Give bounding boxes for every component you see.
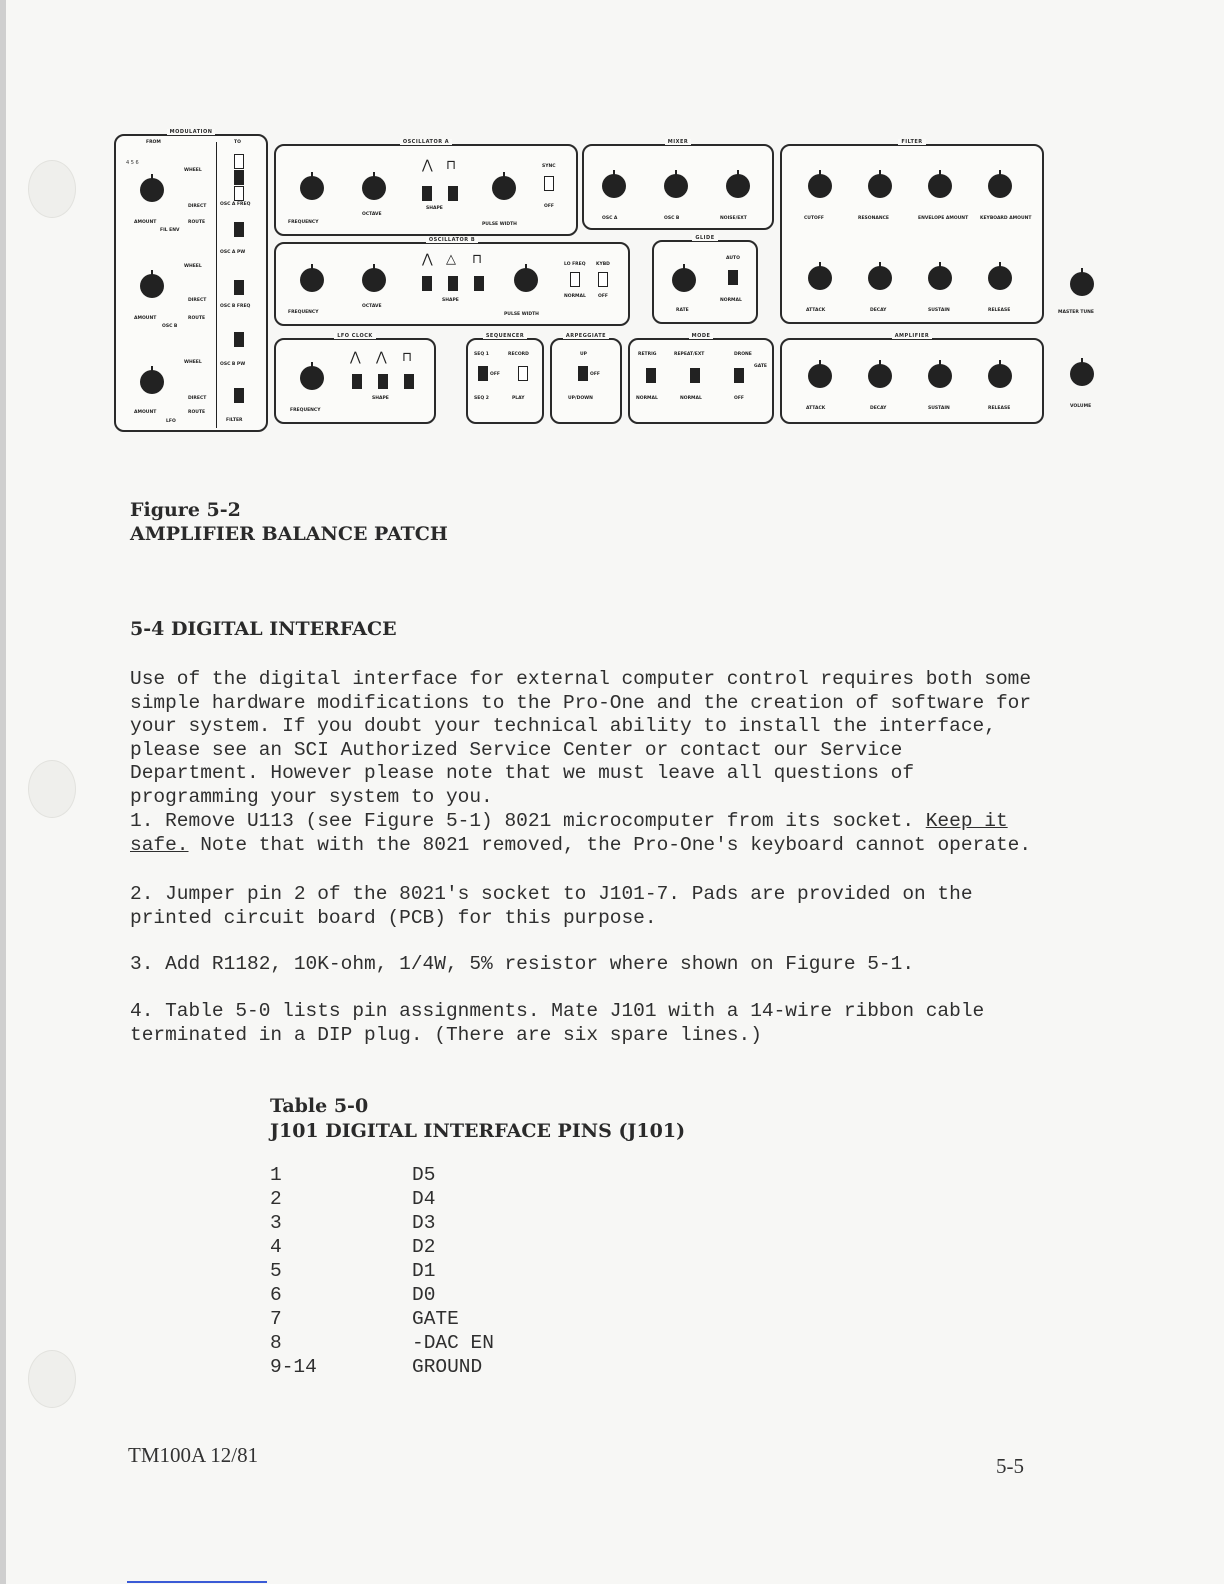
- mode-title: MODE: [630, 333, 772, 339]
- osc-b-amount-knob: [140, 274, 164, 298]
- figure-title: AMPLIFIER BALANCE PATCH: [130, 523, 448, 545]
- saw-switch: [352, 374, 362, 389]
- fil-env-amount-knob: [140, 178, 164, 202]
- amp-release-knob: [988, 364, 1012, 388]
- punch-hole: [28, 760, 76, 818]
- amount-label: AMOUNT: [134, 410, 157, 415]
- filter-title: FILTER: [782, 139, 1042, 145]
- pin-number: 1: [270, 1164, 282, 1186]
- sustain-label: SUSTAIN: [928, 406, 950, 411]
- figure-caption: [130, 498, 448, 546]
- amp-sustain-knob: [928, 364, 952, 388]
- gate-label: GATE: [754, 364, 767, 369]
- amplifier-title: AMPLIFIER: [782, 333, 1042, 339]
- pin-number: 7: [270, 1308, 282, 1330]
- route-label: ROUTE: [188, 410, 206, 415]
- saw-switch: [422, 186, 432, 201]
- knob-scale: 4 5 6: [126, 160, 139, 166]
- lfo-frequency-knob: [300, 366, 324, 390]
- normal-label: NORMAL: [720, 298, 742, 303]
- step-2: 2. Jumper pin 2 of the 8021's socket to J101-7. Pads are provided on the printed circuit board (PCB) for this purpose.: [130, 883, 973, 929]
- pin-number: 4: [270, 1236, 282, 1258]
- filter-sustain-knob: [928, 266, 952, 290]
- filter-attack-knob: [808, 266, 832, 290]
- pin-signal: D4: [412, 1188, 436, 1210]
- pin-signal: D2: [412, 1236, 436, 1258]
- cutoff-label: CUTOFF: [804, 216, 824, 221]
- record-label: RECORD: [508, 352, 529, 357]
- glide-title: GLIDE: [654, 235, 756, 241]
- sync-switch: [544, 176, 554, 191]
- retrig-switch: [646, 368, 656, 383]
- pin-number: 6: [270, 1284, 282, 1306]
- glide-rate-knob: [672, 268, 696, 292]
- cutoff-knob: [808, 174, 832, 198]
- osc-a-label: OSC A: [602, 216, 618, 221]
- off-switch: [234, 388, 244, 403]
- lo-freq-switch: [570, 272, 580, 287]
- osc-b-freq-label: OSC B FREQ: [220, 304, 251, 309]
- repeat-ext-label: REPEAT/EXT: [674, 352, 705, 357]
- kybd-switch: [598, 272, 608, 287]
- oscillator-b-section: [274, 237, 630, 326]
- amount-label: AMOUNT: [134, 316, 157, 321]
- amount-label: AMOUNT: [134, 220, 157, 225]
- drone-label: DRONE: [734, 352, 752, 357]
- updown-label: UP/DOWN: [568, 396, 593, 401]
- wheel-label: WHEEL: [184, 360, 202, 365]
- pulse-wave-icon: ⊓: [402, 350, 413, 365]
- envelope-amount-label: ENVELOPE AMOUNT: [918, 216, 969, 221]
- step-1-note: Note that with the 8021 removed, the Pro-One's keyboard cannot operate.: [188, 833, 1032, 856]
- lfo-section: [274, 333, 436, 424]
- document-id: TM100A 12/81: [128, 1443, 259, 1467]
- glide-auto-switch: [728, 270, 738, 285]
- arpeggiate-switch: [578, 366, 588, 381]
- up-label: UP: [580, 352, 587, 357]
- osc-b-pulse-width-knob: [514, 268, 538, 292]
- noise-level-knob: [726, 174, 750, 198]
- scan-edge: [0, 0, 6, 1584]
- osc-b-octave-knob: [362, 268, 386, 292]
- sequencer-title: SEQUENCER: [468, 333, 542, 339]
- pulse-width-label: PULSE WIDTH: [504, 312, 539, 317]
- osc-a-pw-label: OSC A PW: [220, 250, 246, 255]
- attack-label: ATTACK: [806, 406, 826, 411]
- off-label: OFF: [598, 294, 608, 299]
- pin-signal: D5: [412, 1164, 436, 1186]
- frequency-label: FREQUENCY: [288, 310, 319, 315]
- pulse-wave-icon: ⊓: [472, 252, 483, 267]
- normal-label: NORMAL: [636, 396, 658, 401]
- table-caption: [270, 1094, 685, 1144]
- off-label: OFF: [734, 396, 744, 401]
- shape-label: SHAPE: [372, 396, 389, 401]
- off-switch: [234, 280, 244, 295]
- volume-label: VOLUME: [1070, 404, 1092, 409]
- from-label: FROM: [146, 140, 161, 145]
- amplifier-balance-patch-diagram: [114, 129, 1110, 434]
- sawtooth-wave-icon: ⋀: [350, 350, 361, 365]
- table-number: Table 5-0: [270, 1095, 369, 1117]
- modulation-divider: [216, 142, 217, 428]
- pulse-width-label: PULSE WIDTH: [482, 222, 517, 227]
- section-heading: 5-4 DIGITAL INTERFACE: [130, 618, 397, 640]
- master-tune-label: MASTER TUNE: [1058, 310, 1094, 315]
- oscillator-b-title: OSCILLATOR B: [276, 237, 628, 243]
- wheel-label: WHEEL: [184, 264, 202, 269]
- osc-a-level-knob: [602, 174, 626, 198]
- amp-attack-knob: [808, 364, 832, 388]
- oscillator-a-title: OSCILLATOR A: [276, 139, 576, 145]
- triangle-switch: [378, 374, 388, 389]
- envelope-amount-knob: [928, 174, 952, 198]
- resonance-label: RESONANCE: [858, 216, 889, 221]
- resonance-knob: [868, 174, 892, 198]
- sequencer-section: [466, 333, 544, 424]
- pulse-switch: [404, 374, 414, 389]
- pin-signal: GATE: [412, 1308, 459, 1330]
- pin-number: 2: [270, 1188, 282, 1210]
- keyboard-amount-label: KEYBOARD AMOUNT: [980, 216, 1032, 221]
- off-switch: [234, 332, 244, 347]
- keyboard-amount-knob: [988, 174, 1012, 198]
- keep-it-safe: Keep it safe.: [130, 810, 1008, 856]
- osc-a-freq-label: OSC A FREQ: [220, 202, 251, 207]
- seq2-label: SEQ 2: [474, 396, 489, 401]
- pin-number: 8: [270, 1332, 282, 1354]
- pin-signal: D3: [412, 1212, 436, 1234]
- retrig-label: RETRIG: [638, 352, 657, 357]
- off-label: OFF: [490, 372, 500, 377]
- page-number: 5-5: [996, 1454, 1024, 1478]
- amp-decay-knob: [868, 364, 892, 388]
- pulse-switch: [448, 186, 458, 201]
- octave-label: OCTAVE: [362, 304, 382, 309]
- step-1: [130, 810, 1033, 857]
- fil-env-label: FIL ENV: [160, 228, 180, 233]
- arpeggiate-title: ARPEGGIATE: [552, 333, 620, 339]
- osc-b-level-knob: [664, 174, 688, 198]
- release-label: RELEASE: [988, 308, 1011, 313]
- volume-knob: [1070, 362, 1094, 386]
- seq1-label: SEQ 1: [474, 352, 489, 357]
- rate-label: RATE: [676, 308, 689, 313]
- direct-label: DIRECT: [188, 298, 207, 303]
- dir-switch: [234, 186, 244, 201]
- master-tune-knob: [1070, 272, 1094, 296]
- shape-label: SHAPE: [442, 298, 459, 303]
- shape-label: SHAPE: [426, 206, 443, 211]
- pulse-switch: [474, 276, 484, 291]
- pulse-wave-icon: ⊓: [446, 158, 457, 173]
- step-3: 3. Add R1182, 10K-ohm, 1/4W, 5% resistor where shown on Figure 5-1.: [130, 953, 915, 975]
- off-switch: [234, 222, 244, 237]
- normal-label: NORMAL: [564, 294, 586, 299]
- sync-label: SYNC: [542, 164, 556, 169]
- osc-b-label: OSC B: [162, 324, 178, 329]
- osc-b-label: OSC B: [664, 216, 680, 221]
- pin-signal: D0: [412, 1284, 436, 1306]
- modulation-title: MODULATION: [116, 129, 266, 135]
- route-label: ROUTE: [188, 316, 206, 321]
- pin-number: 5: [270, 1260, 282, 1282]
- frequency-label: FREQUENCY: [288, 220, 319, 225]
- filter-section: [780, 139, 1044, 324]
- off-switch: [234, 170, 244, 185]
- lfo-label: LFO: [166, 419, 176, 424]
- sawtooth-wave-icon: ⋀: [422, 252, 433, 267]
- off-label: OFF: [590, 372, 600, 377]
- octave-label: OCTAVE: [362, 212, 382, 217]
- pin-number: 9-14: [270, 1356, 317, 1378]
- route-label: ROUTE: [188, 220, 206, 225]
- punch-hole: [28, 160, 76, 218]
- pin-signal: -DAC EN: [412, 1332, 494, 1354]
- play-label: PLAY: [512, 396, 525, 401]
- osc-a-octave-knob: [362, 176, 386, 200]
- decay-label: DECAY: [870, 308, 887, 313]
- step-4: 4. Table 5-0 lists pin assignments. Mate J101 with a 14-wire ribbon cable terminated in a DIP plug. (There are six spare lines.): [130, 1000, 985, 1046]
- pin-number: 3: [270, 1212, 282, 1234]
- mixer-title: MIXER: [584, 139, 772, 145]
- kybd-label: KYBD: [596, 262, 610, 267]
- bottom-link-line: [127, 1581, 267, 1583]
- saw-switch: [422, 276, 432, 291]
- pin-signal: GROUND: [412, 1356, 483, 1378]
- sustain-label: SUSTAIN: [928, 308, 950, 313]
- mode-section: [628, 333, 774, 424]
- lo-freq-label: LO FREQ: [564, 262, 586, 267]
- table-title: J101 DIGITAL INTERFACE PINS (J101): [270, 1120, 686, 1142]
- frequency-label: FREQUENCY: [290, 408, 321, 413]
- lfo-title: LFO CLOCK: [276, 333, 434, 339]
- sawtooth-wave-icon: ⋀: [422, 158, 433, 173]
- direct-label: DIRECT: [188, 204, 207, 209]
- filter-label: FILTER: [226, 418, 243, 423]
- noise-ext-label: NOISE/EXT: [720, 216, 747, 221]
- amplifier-section: [780, 333, 1044, 424]
- mixer-section: [582, 139, 774, 230]
- direct-label: DIRECT: [188, 396, 207, 401]
- intro-paragraph: Use of the digital interface for external computer control requires both some simple hardware modifications to the Pro-One and the creation of software for your system. If you doubt your technical ability to install the interface, please see an SCI Authorized Service Center or contact our Service Department. However please note that we must leave all questions of programming your system to you.: [130, 668, 1032, 808]
- osc-b-frequency-knob: [300, 268, 324, 292]
- figure-label: Figure 5-2: [130, 499, 241, 521]
- filter-release-knob: [988, 266, 1012, 290]
- triangle-wave-icon: △: [446, 252, 456, 267]
- osc-b-pw-label: OSC B PW: [220, 362, 246, 367]
- modulation-section: [114, 129, 268, 432]
- decay-label: DECAY: [870, 406, 887, 411]
- off-label: OFF: [544, 204, 554, 209]
- triangle-switch: [448, 276, 458, 291]
- repeat-switch: [690, 368, 700, 383]
- release-label: RELEASE: [988, 406, 1011, 411]
- lfo-amount-knob: [140, 370, 164, 394]
- drone-switch: [734, 368, 744, 383]
- osc-a-pulse-width-knob: [492, 176, 516, 200]
- filter-decay-knob: [868, 266, 892, 290]
- step-1-text: 1. Remove U113 (see Figure 5-1) 8021 microcomputer from its socket.: [130, 810, 926, 832]
- oscillator-a-section: [274, 139, 578, 236]
- wheel-switch: [234, 154, 244, 169]
- triangle-wave-icon: ⋀: [376, 350, 387, 365]
- to-label: TO: [234, 140, 241, 145]
- pin-signal: D1: [412, 1260, 436, 1282]
- attack-label: ATTACK: [806, 308, 826, 313]
- arpeggiate-section: [550, 333, 622, 424]
- wheel-label: WHEEL: [184, 168, 202, 173]
- record-switch: [518, 366, 528, 381]
- auto-label: AUTO: [726, 256, 740, 261]
- normal-label: NORMAL: [680, 396, 702, 401]
- glide-section: [652, 235, 758, 324]
- seq-switch: [478, 366, 488, 381]
- punch-hole: [28, 1350, 76, 1408]
- osc-a-frequency-knob: [300, 176, 324, 200]
